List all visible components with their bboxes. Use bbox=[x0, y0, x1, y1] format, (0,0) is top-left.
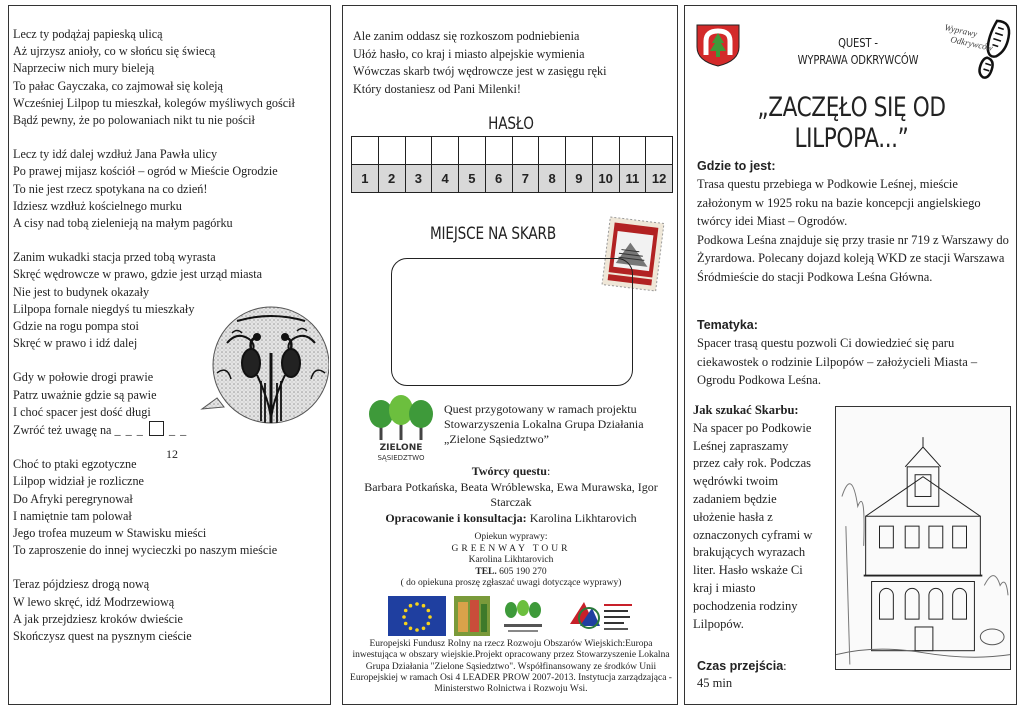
prow-program-logo-icon bbox=[558, 596, 636, 636]
creators-names: Barbara Potkańska, Beata Wróblewska, Ewa Murawska, Igor Starczak bbox=[364, 479, 658, 509]
poem-stanza bbox=[13, 26, 323, 129]
poem-line: Lecz ty idź dalej wzdłuż Jana Pawła ulicy bbox=[13, 147, 218, 162]
poem-line: A cisy nad tobą zielenieją na małym pagórku bbox=[13, 216, 233, 231]
search-line: brakujących wyrazach bbox=[693, 545, 806, 560]
poem-line: Bądź pewny, że po polowaniach nikt tu nie pościł bbox=[13, 113, 255, 128]
eu-flag-icon bbox=[388, 596, 446, 636]
poem-line: A jak przejdziesz kroków dwieście bbox=[13, 611, 183, 626]
location-heading: Gdzie to jest: bbox=[697, 159, 776, 173]
intro-verse bbox=[353, 28, 606, 98]
poem-line: Po prawej mijasz kościół – ogród w Mieście Ogrodzie bbox=[13, 164, 278, 179]
hint-blanks: _ _ _ bbox=[114, 423, 144, 438]
search-line: oznaczonych cyframi w bbox=[693, 527, 813, 542]
wyprawy-odkrywcow-logo bbox=[940, 16, 1014, 84]
consult-name: Karolina Likhtarovich bbox=[529, 510, 637, 525]
poem-line: I choć spacer jest dość długi bbox=[13, 404, 151, 419]
zielone-sasiedztwo-logo bbox=[355, 388, 447, 466]
poem-line: Do Afryki peregrynował bbox=[13, 491, 133, 506]
password-letter-cell[interactable] bbox=[619, 137, 646, 165]
password-letter-cell[interactable] bbox=[405, 137, 432, 165]
letter-box[interactable] bbox=[149, 421, 164, 436]
password-letter-cell[interactable] bbox=[646, 137, 673, 165]
treasure-heading: MIEJSCE NA SKARB bbox=[429, 224, 557, 244]
guide-label: Opiekun wyprawy: bbox=[474, 532, 548, 542]
eu-funding-note: Europejski Fundusz Rolny na rzecz Rozwoju Obszarów Wiejskich:Europa inwestująca w obszary wiejskie.Projekt opracowany przez Stowarzyszenie Lokalna Grupa Działania "Zielone Sąsiedztwo". Współfinansowany ze środków Unii Europejskiej w ramach Osi 4 LEADER PROW 2007-2013. Instytucja zarządzająca - Ministerstwo Rolnictwa i Rozwoju Wsi. bbox=[350, 639, 672, 695]
poem-line: Wcześniej Lilpop tu mieszkał, kolegów myśliwych gościł bbox=[13, 95, 295, 110]
logo-text: Wyprawy bbox=[943, 22, 979, 39]
theme-heading: Tematyka: bbox=[697, 318, 758, 332]
poem-stanza bbox=[13, 576, 323, 645]
logo-text: SĄSIEDZTWO bbox=[377, 454, 425, 462]
logo-text: ZIELONE bbox=[379, 443, 423, 453]
tel-number[interactable]: 605 190 270 bbox=[499, 566, 547, 577]
search-line: przez cały rok. Podczas bbox=[693, 456, 811, 471]
project-description: Quest przygotowany w ramach projektu Stowarzyszenia Lokalna Grupa Działania „Zielone Sąsiedztwo” bbox=[444, 402, 644, 446]
intro-line: Ułóż hasło, co kraj i miasto alpejskie wymienia bbox=[353, 46, 585, 61]
poem-line: Lilpopa fornale niegdyś tu mieszkały bbox=[13, 301, 195, 316]
duration-value: 45 min bbox=[697, 676, 733, 690]
leader-logo-icon bbox=[454, 596, 490, 636]
poem-panel bbox=[8, 5, 331, 705]
password-letter-cell[interactable] bbox=[539, 137, 566, 165]
password-letter-cell[interactable] bbox=[432, 137, 459, 165]
grid-number: 3 bbox=[405, 165, 432, 193]
password-letter-cell[interactable] bbox=[485, 137, 512, 165]
grid-number: 8 bbox=[539, 165, 566, 193]
guide-org: GREENWAY TOUR bbox=[451, 543, 571, 554]
poem-line: Naprzeciw nich mury bieleją bbox=[13, 61, 155, 76]
grid-number: 10 bbox=[592, 165, 619, 193]
password-panel bbox=[342, 5, 678, 705]
quest-subtitle: WYPRAWA ODKRYWCÓW bbox=[797, 52, 919, 67]
poem-line: To nie jest rzecz spotykana na co dzień! bbox=[13, 181, 208, 196]
location-text: Podkowa Leśna znajduje się przy trasie nr 719 z Warszawy do Żyrardowa. Polecany dojazd koleją WKD ze stacji Warszawa Śródmieście do stacji Podkowa Leśna Główna. bbox=[697, 232, 1009, 284]
theme-text: Spacer trasą questu pozwoli Ci dowiedzieć się paru ciekawostek o rodzinie Lilpopów – założycieli Miasta – Ogrodu Podkowa Leśna. bbox=[697, 336, 978, 387]
duration-section bbox=[697, 658, 787, 692]
password-number-row bbox=[352, 165, 673, 193]
sponsor-logos bbox=[388, 594, 638, 638]
quest-label-line: QUEST - bbox=[838, 35, 878, 50]
guide-note: ( do opiekuna proszę zgłaszać uwagi dotyczące wyprawy) bbox=[400, 578, 622, 588]
search-line: wędrówki twoim bbox=[693, 474, 779, 489]
search-line: Leśnej zapraszamy bbox=[693, 438, 789, 453]
zielone-sasiedztwo-small-logo-icon bbox=[498, 596, 548, 636]
poem-line: Gdzie na rogu pompa stoi bbox=[13, 319, 139, 334]
password-letter-cell[interactable] bbox=[566, 137, 593, 165]
grid-number: 12 bbox=[646, 165, 673, 193]
poem-line: Teraz pójdziesz drogą nową bbox=[13, 577, 150, 592]
search-line: pochodzenia rodziny bbox=[693, 598, 798, 613]
letter-number: 12 bbox=[166, 447, 178, 461]
poem-line: To pałac Gayczaka, co zajmował się koleją bbox=[13, 78, 223, 93]
consult-label: Opracowanie i konsultacja: bbox=[385, 510, 527, 525]
page-title: „ZACZĘŁO SIĘ OD LILPOPA...” bbox=[757, 92, 946, 154]
poem-line: Idziesz wzdłuż kościelnego murku bbox=[13, 198, 182, 213]
peacock-relief-image bbox=[197, 303, 329, 431]
tel-label: TEL. bbox=[475, 566, 497, 577]
intro-line: Który dostaniesz od Pani Milenki! bbox=[353, 81, 521, 96]
info-panel bbox=[684, 5, 1017, 705]
password-letter-cell[interactable] bbox=[352, 137, 379, 165]
search-line: Lilpopów. bbox=[693, 616, 744, 631]
poem-line: Skończysz quest na pysznym cieście bbox=[13, 629, 192, 644]
search-heading: Jak szukać Skarbu: bbox=[693, 403, 799, 417]
grid-number: 1 bbox=[352, 165, 379, 193]
poem-line: Gdy w połowie drogi prawie bbox=[13, 370, 154, 385]
password-letter-cell[interactable] bbox=[378, 137, 405, 165]
grid-number: 9 bbox=[566, 165, 593, 193]
poem-line: Skręć wędrowcze w prawo, gdzie jest urząd miasta bbox=[13, 267, 263, 282]
quest-label bbox=[790, 34, 926, 68]
poem-line: Nie jest to budynek okazały bbox=[13, 284, 150, 299]
poem-line: Lecz ty podążaj papieską ulicą bbox=[13, 27, 163, 41]
poem-line: Zanim wukadki stacja przed tobą wyrasta bbox=[13, 250, 216, 265]
poem-line: W lewo skręć, idź Modrzewiową bbox=[13, 594, 175, 609]
podkowa-lesna-coat-of-arms-icon bbox=[695, 23, 741, 67]
password-letter-row bbox=[352, 137, 673, 165]
search-line: Na spacer po Podkowie bbox=[693, 420, 812, 435]
password-heading: HASŁO bbox=[488, 114, 534, 134]
grid-number: 5 bbox=[459, 165, 486, 193]
poem-line: To zaproszenie do innej wycieczki po naszym mieście bbox=[13, 543, 278, 558]
poem-line: Patrz uważnie gdzie są pawie bbox=[13, 387, 157, 402]
password-letter-cell[interactable] bbox=[592, 137, 619, 165]
creators-block bbox=[343, 464, 678, 526]
search-line: zadaniem będzie bbox=[693, 491, 777, 506]
grid-number: 4 bbox=[432, 165, 459, 193]
poem-stanza bbox=[13, 456, 323, 559]
poem-line: Choć to ptaki egzotyczne bbox=[13, 457, 137, 472]
intro-line: Wówczas skarb twój wędrowcze jest w zasięgu ręki bbox=[353, 64, 607, 78]
poem-line: Aż ujrzysz anioły, co w słońcu się świecą bbox=[13, 44, 216, 59]
grid-number: 11 bbox=[619, 165, 646, 193]
creators-colon: : bbox=[546, 464, 551, 478]
hint-blanks: _ _ bbox=[168, 423, 188, 438]
location-section bbox=[697, 157, 1013, 286]
poem-line: Skręć w prawo i idź dalej bbox=[13, 336, 138, 351]
guide-block bbox=[343, 532, 678, 590]
search-section bbox=[693, 402, 833, 633]
password-letter-cell[interactable] bbox=[459, 137, 486, 165]
search-line: ułożenie hasła z bbox=[693, 509, 773, 524]
theme-section bbox=[697, 316, 1013, 390]
poem-stanza bbox=[13, 146, 323, 232]
poem-line: I namiętnie tam polował bbox=[13, 508, 132, 523]
duration-colon: : bbox=[783, 659, 787, 673]
password-grid bbox=[351, 136, 673, 193]
password-letter-cell[interactable] bbox=[512, 137, 539, 165]
duration-heading: Czas przejścia bbox=[697, 659, 784, 673]
search-line: liter. Hasło wskaże Ci bbox=[693, 563, 803, 578]
grid-number: 7 bbox=[512, 165, 539, 193]
poem-line: Lilpop widział je rozliczne bbox=[13, 474, 144, 489]
guide-name: Karolina Likhtarovich bbox=[468, 555, 554, 565]
hint-text: Zwróć też uwagę na bbox=[13, 423, 112, 438]
intro-line: Ale zanim oddasz się rozkoszom podniebienia bbox=[353, 29, 580, 43]
poem-line: Jego trofea muzeum w Stawisku mieści bbox=[13, 526, 207, 541]
villa-sketch-image bbox=[835, 406, 1011, 670]
creators-label: Twórcy questu bbox=[471, 464, 547, 478]
location-text: Trasa questu przebiega w Podkowie Leśnej, mieście założonym w 1925 roku na bazie koncepcji angielskiego twórcy idei Miast – Ogrodów. bbox=[697, 177, 981, 228]
treasure-box bbox=[391, 258, 633, 386]
logo-text: Odkrywców bbox=[949, 34, 994, 53]
grid-number: 6 bbox=[485, 165, 512, 193]
search-line: kraj i miasto bbox=[693, 580, 756, 595]
grid-number: 2 bbox=[378, 165, 405, 193]
